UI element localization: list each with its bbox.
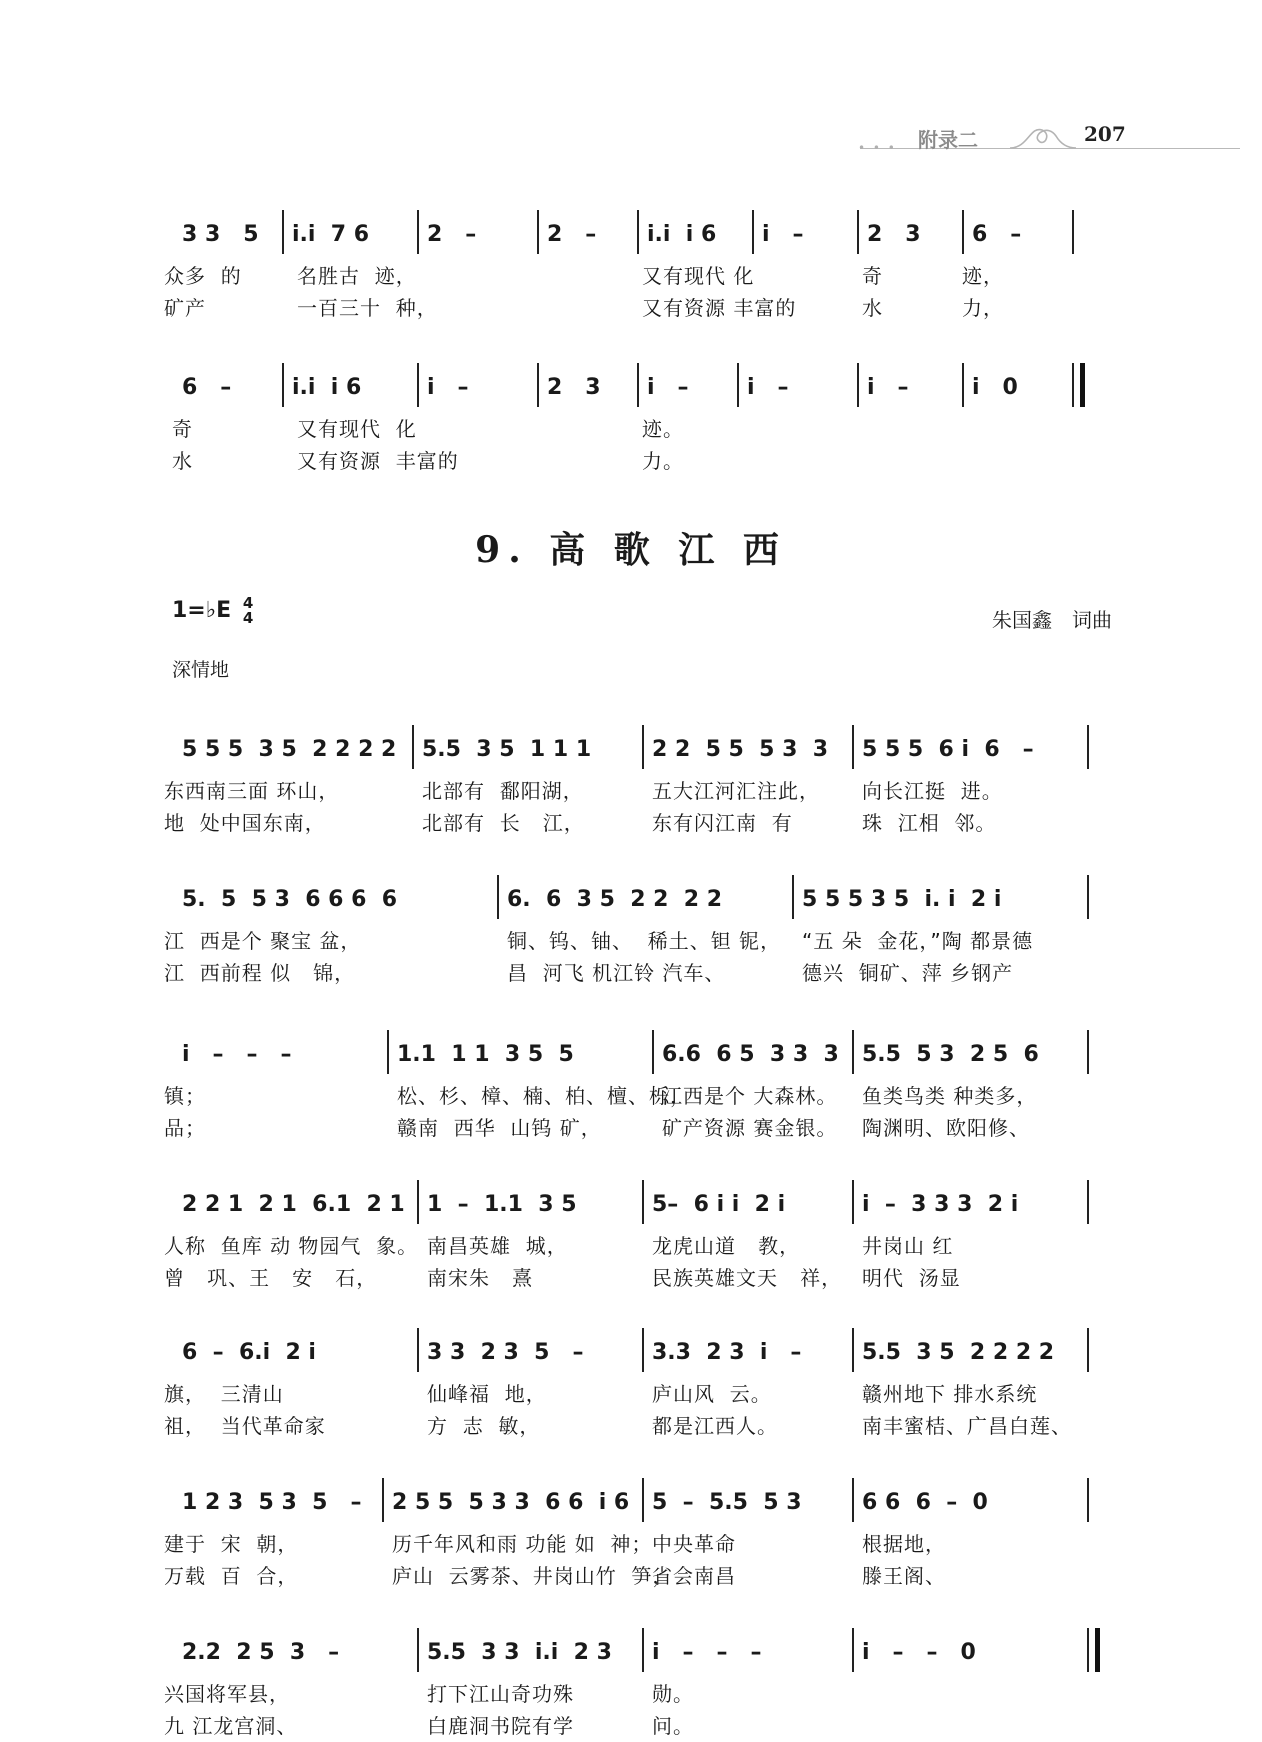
measure-notes: i – 3 3 3 2 i: [862, 1192, 1019, 1217]
lyric-line-1: [164, 1678, 1117, 1710]
barline: [417, 363, 419, 407]
final-barline: [1080, 363, 1085, 407]
barline: [637, 210, 639, 254]
lyric-segment: 迹，: [962, 264, 1004, 288]
measure-notes: 5– 6 i i 2 i: [652, 1192, 786, 1217]
barline: [1087, 725, 1089, 769]
barline: [642, 1478, 644, 1522]
measure-notes: 5 5 5 6 i 6 –: [862, 737, 1034, 762]
lyric-segment: 迹。: [642, 417, 684, 441]
barline: [1087, 1328, 1089, 1372]
measure-notes: i.i i 6: [292, 375, 362, 400]
lyric-segment: 南昌英雄 城，: [427, 1234, 568, 1258]
measure-notes: 2 –: [547, 222, 597, 247]
barline: [537, 210, 539, 254]
lyric-segment: 赣南 西华 山钨 矿，: [397, 1116, 602, 1140]
lyric-line-1: [164, 260, 1117, 292]
barline: [852, 1030, 854, 1074]
notation-row: [172, 1628, 1117, 1678]
credit: 朱国鑫 词曲: [992, 608, 1112, 632]
measure-notes: 5.5 3 3 i.i 2 3: [427, 1640, 612, 1665]
lyric-segment: 又有资源 丰富的: [297, 449, 459, 473]
barline: [1087, 1180, 1089, 1224]
notation-row: [172, 725, 1117, 775]
lyric-segment: 东西南三面 环山，: [164, 779, 340, 803]
lyric-segment: 北部有 长 江，: [422, 811, 585, 835]
lyric-segment: 兴国将军县，: [164, 1682, 290, 1706]
notation-row: [172, 363, 1117, 413]
lyric-segment: 明代 汤显: [862, 1266, 961, 1290]
measure-notes: 3 3 5: [182, 222, 259, 247]
final-barline: [1095, 1628, 1100, 1672]
barline: [387, 1030, 389, 1074]
barline: [382, 1478, 384, 1522]
music-system: [164, 1628, 1117, 1742]
lyric-segment: 江 西是个 聚宝 盆，: [164, 929, 362, 953]
measure-notes: 5.5 3 5 2 2 2 2: [862, 1340, 1055, 1365]
lyric-segment: 众多 的: [164, 264, 242, 288]
music-system: [164, 875, 1117, 989]
header-section: 附录二: [918, 128, 978, 152]
measure-notes: i –: [647, 375, 689, 400]
notation-row: [172, 210, 1117, 260]
time-top: 4: [242, 594, 254, 612]
lyric-segment: 又有现代 化: [297, 417, 417, 441]
lyric-segment: 南丰蜜桔、广昌白莲、: [862, 1414, 1072, 1438]
lyric-segment: 力，: [962, 296, 1004, 320]
lyric-segment: 龙虎山道 教，: [652, 1234, 801, 1258]
lyric-segment: 仙峰福 地，: [427, 1382, 547, 1406]
lyric-segment: 又有资源 丰富的: [642, 296, 797, 320]
lyric-segment: 滕王阁、: [862, 1564, 946, 1588]
notation-row: [172, 875, 1117, 925]
measure-notes: 2 2 5 5 5 3 3: [652, 737, 829, 762]
lyric-segment: 铜、钨、铀、 稀土、钽 铌，: [507, 929, 782, 953]
lyric-line-2: [164, 1410, 1117, 1442]
lyric-line-1: [164, 1528, 1117, 1560]
measure-notes: i – – –: [652, 1640, 762, 1665]
lyric-line-1: [164, 775, 1117, 807]
lyric-segment: “五 朵 金花，”陶 都景德: [802, 929, 1034, 953]
lyric-segment: 井岗山 红: [862, 1234, 954, 1258]
lyric-segment: 北部有 鄱阳湖，: [422, 779, 584, 803]
barline: [652, 1030, 654, 1074]
lyric-line-2: [164, 1262, 1117, 1294]
lyric-segment: 江西是个 大森林。: [662, 1084, 838, 1108]
lyric-segment: 建于 宋 朝，: [164, 1532, 299, 1556]
lyric-segment: 德兴 铜矿、萍 乡钢产: [802, 961, 1014, 985]
measure-notes: 6.6 6 5 3 3 3: [662, 1042, 839, 1067]
barline: [737, 363, 739, 407]
measure-notes: i –: [747, 375, 789, 400]
measure-notes: 3 3 2 3 5 –: [427, 1340, 584, 1365]
barline: [852, 1180, 854, 1224]
tempo-marking: 深情地: [172, 659, 230, 681]
barline: [852, 1328, 854, 1372]
lyric-segment: 一百三十 种，: [297, 296, 438, 320]
measure-notes: 1 2 3 5 3 5 –: [182, 1490, 362, 1515]
barline: [642, 725, 644, 769]
barline: [282, 363, 284, 407]
lyric-line-1: [164, 1378, 1117, 1410]
lyric-segment: 勋。: [652, 1682, 694, 1706]
music-system: [164, 1328, 1117, 1442]
lyric-segment: 曾 巩、王 安 石，: [164, 1266, 378, 1290]
measure-notes: 5.5 3 5 1 1 1: [422, 737, 592, 762]
measure-notes: 2 2 1 2 1 6.1 2 1: [182, 1192, 405, 1217]
lyric-segment: 方 志 敏，: [427, 1414, 541, 1438]
measure-notes: 5 – 5.5 5 3: [652, 1490, 802, 1515]
lyric-segment: 松、杉、樟、楠、柏、檀、栎，: [397, 1084, 691, 1108]
lyric-segment: 九 江龙宫洞、: [164, 1714, 298, 1738]
barline: [1087, 1628, 1089, 1672]
measure-notes: 5.5 5 3 2 5 6: [862, 1042, 1039, 1067]
lyric-segment: 都是江西人。: [652, 1414, 778, 1438]
measure-notes: 2 3: [867, 222, 921, 247]
lyric-segment: 名胜古 迹，: [297, 264, 417, 288]
notation-row: [172, 1180, 1117, 1230]
lyric-line-1: [164, 925, 1117, 957]
notation-row: [172, 1478, 1117, 1528]
lyric-line-2: [164, 1710, 1117, 1742]
barline: [642, 1628, 644, 1672]
barline: [962, 210, 964, 254]
measure-notes: 2 –: [427, 222, 477, 247]
barline: [282, 210, 284, 254]
barline: [792, 875, 794, 919]
barline: [417, 1180, 419, 1224]
running-header: [0, 112, 1262, 172]
barline: [417, 1328, 419, 1372]
music-system: [164, 1030, 1117, 1144]
lyric-segment: 镇；: [164, 1084, 206, 1108]
lyric-segment: 地 处中国东南，: [164, 811, 326, 835]
lyric-segment: 矿产资源 赛金银。: [662, 1116, 838, 1140]
lyric-segment: 中央革命: [652, 1532, 736, 1556]
lyric-segment: 打下江山奇功殊: [427, 1682, 574, 1706]
measure-notes: 1 – 1.1 3 5: [427, 1192, 577, 1217]
barline: [852, 725, 854, 769]
lyric-segment: 旗， 三清山: [164, 1382, 284, 1406]
measure-notes: i 0: [972, 375, 1018, 400]
barline: [962, 363, 964, 407]
lyric-line-2: [164, 957, 1117, 989]
lyric-segment: 奇: [862, 264, 883, 288]
lyric-segment: 根据地，: [862, 1532, 946, 1556]
lyric-segment: 白鹿洞书院有学: [427, 1714, 574, 1738]
lyric-line-2: [164, 1112, 1117, 1144]
lyric-line-2: [164, 807, 1117, 839]
lyric-segment: 陶渊明、欧阳修、: [862, 1116, 1030, 1140]
music-system: [172, 363, 1117, 477]
lyric-segment: 祖， 当代革命家: [164, 1414, 326, 1438]
music-system: [164, 210, 1117, 324]
barline: [1072, 363, 1074, 407]
lyric-segment: 昌 河飞 机江铃 汽车、: [507, 961, 726, 985]
barline: [642, 1328, 644, 1372]
measure-notes: i.i i 6: [647, 222, 717, 247]
song-title: 9. 高 歌 江 西: [475, 529, 787, 571]
music-system: [164, 1180, 1117, 1294]
barline: [1072, 210, 1074, 254]
lyric-segment: 矿产: [164, 296, 206, 320]
measure-notes: 5 5 5 3 5 i. i 2 i: [802, 887, 1002, 912]
measure-notes: i –: [867, 375, 909, 400]
barline: [412, 725, 414, 769]
measure-notes: i – – 0: [862, 1640, 976, 1665]
lyric-segment: 历千年风和雨 功能 如 神；: [392, 1532, 653, 1556]
lyric-segment: 赣州地下 排水系统: [862, 1382, 1038, 1406]
flourish-icon: [1008, 118, 1078, 158]
barline: [857, 363, 859, 407]
lyric-line-2: [164, 1560, 1117, 1592]
barline: [857, 210, 859, 254]
lyric-segment: 珠 江相 邻。: [862, 811, 997, 835]
lyric-line-1: [164, 1080, 1117, 1112]
lyric-segment: 东有闪江南 有: [652, 811, 793, 835]
header-dots-ornament: • • •: [858, 141, 897, 155]
time-bottom: 4: [242, 609, 254, 627]
measure-notes: 2 3: [547, 375, 601, 400]
barline: [1087, 1030, 1089, 1074]
barline: [497, 875, 499, 919]
lyric-segment: 奇: [172, 417, 193, 441]
lyric-segment: 万载 百 合，: [164, 1564, 299, 1588]
barline: [1087, 875, 1089, 919]
key-signature: [172, 596, 253, 626]
measure-notes: 6 – 6.i 2 i: [182, 1340, 316, 1365]
lyric-segment: 省会南昌: [652, 1564, 736, 1588]
time-signature: [243, 596, 253, 626]
lyric-segment: 南宋朱 熹: [427, 1266, 534, 1290]
barline: [637, 363, 639, 407]
lyric-segment: 五大江河汇注此，: [652, 779, 820, 803]
barline: [537, 363, 539, 407]
measure-notes: 6 6 6 – 0: [862, 1490, 988, 1515]
lyric-segment: 水: [862, 296, 883, 320]
lyric-segment: 人称 鱼库 动 物园气 象。: [164, 1234, 419, 1258]
barline: [1087, 1478, 1089, 1522]
measure-notes: i –: [762, 222, 804, 247]
measure-notes: 6 –: [182, 375, 232, 400]
notation-row: [172, 1030, 1117, 1080]
lyric-segment: 庐山风 云。: [652, 1382, 772, 1406]
lyric-segment: 向长江挺 进。: [862, 779, 1003, 803]
lyric-line-1: [164, 1230, 1117, 1262]
music-system: [164, 1478, 1117, 1592]
measure-notes: 6. 6 3 5 2 2 2 2: [507, 887, 723, 912]
barline: [852, 1478, 854, 1522]
lyric-segment: 庐山 云雾茶、井岗山竹 笋，: [392, 1564, 674, 1588]
barline: [752, 210, 754, 254]
barline: [417, 210, 419, 254]
lyric-segment: 力。: [642, 449, 684, 473]
lyric-segment: 又有现代 化: [642, 264, 755, 288]
lyric-segment: 问。: [652, 1714, 694, 1738]
lyric-segment: 江 西前程 似 锦，: [164, 961, 356, 985]
measure-notes: 5 5 5 3 5 2 2 2 2: [182, 737, 397, 762]
barline: [642, 1180, 644, 1224]
measure-notes: 2 5 5 5 3 3 6 6 i 6: [392, 1490, 630, 1515]
key-text: 1=♭E: [172, 598, 232, 623]
lyric-segment: 水: [172, 449, 193, 473]
music-system: [164, 725, 1117, 839]
page-number: 207: [1084, 122, 1126, 146]
measure-notes: 3.3 2 3 i –: [652, 1340, 802, 1365]
measure-notes: 2.2 2 5 3 –: [182, 1640, 340, 1665]
measure-notes: 1.1 1 1 3 5 5: [397, 1042, 574, 1067]
measure-notes: i –: [427, 375, 469, 400]
measure-notes: i – – –: [182, 1042, 292, 1067]
measure-notes: i.i 7 6: [292, 222, 370, 247]
lyric-segment: 鱼类鸟类 种类多，: [862, 1084, 1038, 1108]
barline: [852, 1628, 854, 1672]
lyric-segment: 民族英雄文天 祥，: [652, 1266, 843, 1290]
measure-notes: 5. 5 5 3 6 6 6 6: [182, 887, 398, 912]
lyric-line-2: [164, 292, 1117, 324]
measure-notes: 6 –: [972, 222, 1022, 247]
lyric-line-2: [172, 445, 1117, 477]
lyric-segment: 品；: [164, 1116, 206, 1140]
lyric-line-1: [172, 413, 1117, 445]
notation-row: [172, 1328, 1117, 1378]
barline: [417, 1628, 419, 1672]
